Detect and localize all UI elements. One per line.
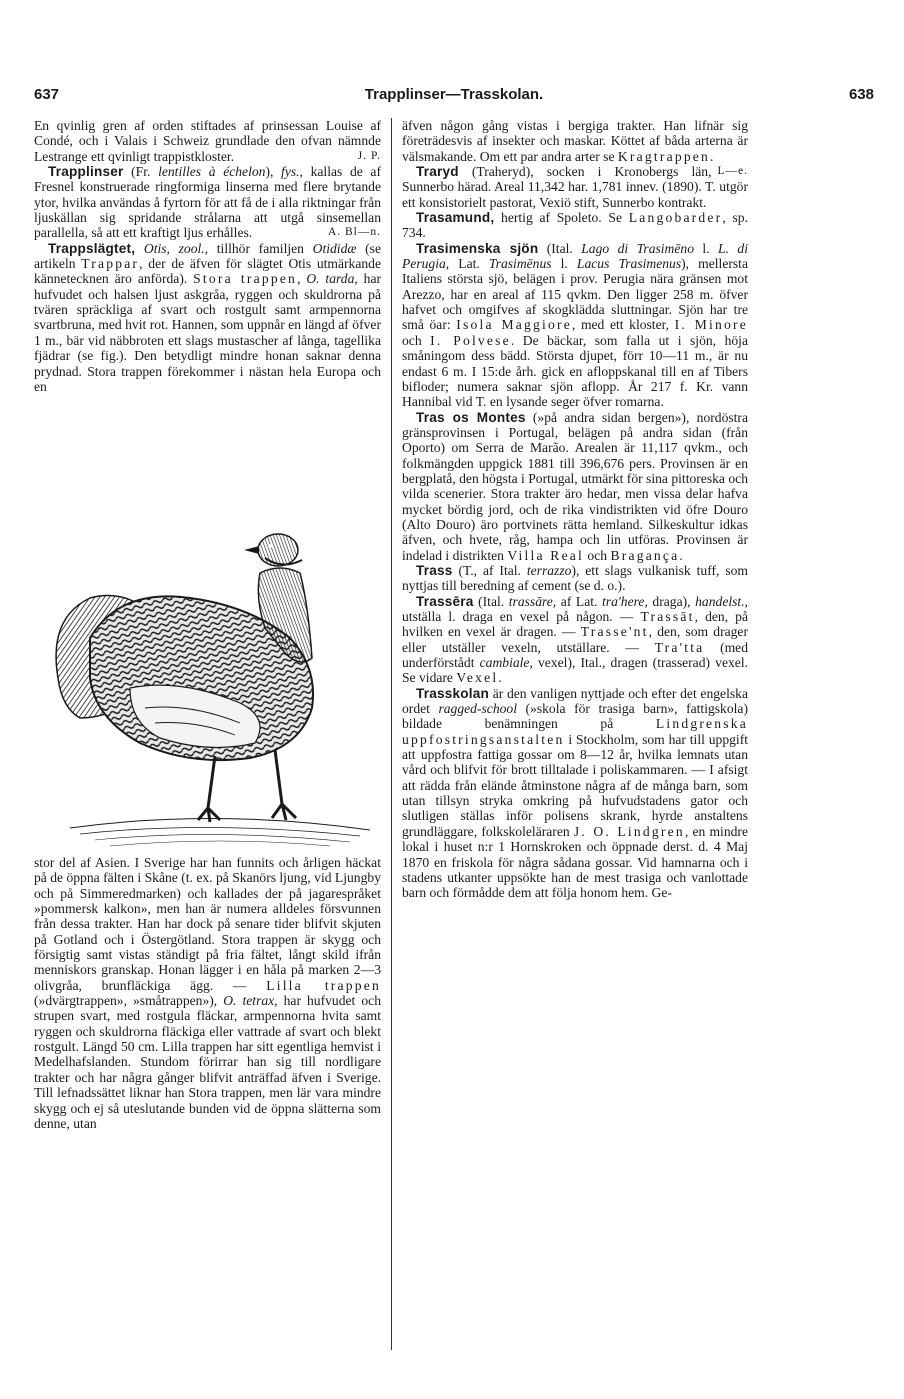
entry-text [135,241,144,256]
entry-italic: handelst. [695,593,745,609]
cross-reference: Trappar [81,256,140,272]
spaced-term: I. Minore [674,317,748,333]
entry-italic: tra'here, [602,593,648,609]
entry-text: af Lat. [556,593,603,609]
cross-reference: Langobarder [628,210,723,226]
entry-italic: Lago di Trasimēno [581,240,694,256]
entry-text: , den, som drager eller utställer vexeln, utställare. — [402,624,748,655]
entry-italic: Otis, zool. [143,240,205,256]
page-header [34,86,874,108]
entry-text: , kallas de af Fresnel konstruerade ringformiga linserna med flere brytande ytor, hvilka användas å fyrtorn för att få de i alla riktningar från ljuskällan sig spridande strålarna att utgå sinsemellan parallella, så att ett kraftigt ljus erhålles. [34,164,381,241]
entry-italic: L. di Perugia [402,240,748,272]
entry-italic: O. tarda [306,271,355,287]
entry-italic: fys. [281,164,300,180]
headword: Trappslägtet, [48,240,136,256]
bird-head [258,534,298,566]
entry-italic: Trasimēnus [488,256,552,272]
entry-text: (T., af Ital. [452,562,527,578]
entry-italic: trassāre, [508,593,557,609]
headword: Trasamund, [416,210,495,226]
entry-trasimenska-sjon [402,241,748,410]
running-title: Trapplinser—Trasskolan. [364,86,544,103]
entry-italic: lentilles à échelon [158,164,266,180]
entry-text: hertig af Spoleto. Se [494,210,629,226]
spaced-term: I. Polvese [430,332,511,348]
entry-text: äfven någon gång vistas i bergiga trakter. Han lifnär sig företrädesvis af insekter och maskar. Köttet af båda arterna är välsmakande. Om ett par andra arter se [402,118,748,164]
entry-text: l. [551,256,577,272]
entry-text: . [498,670,502,686]
entry-italic: ragged-school [438,701,517,717]
entry-text: (Traheryd), socken i Kronobergs län, Sunnerbo härad. Areal 11,342 har. 1,781 innev. (1890). T. utgör ett konsistorielt pastorat, Vexiö stift, Sunnerbo kontrakt. [402,164,748,210]
entry-text: (Ital. [473,593,509,609]
spaced-term: Stora trappen [193,271,298,287]
entry-trasamund [402,210,748,241]
entry-text: , utställa l. draga en vexel på någon. — [402,593,748,624]
entry-text: . [679,547,683,563]
spaced-term: Trassāt [640,609,695,624]
entry-text: ), mellersta Italiens största sjö, belägen i prov. Perugia nära gränsen mot Arezzo, har en areal af 115 qvkm. Den ligger 258 m. öfver hafvet och omgifves af skogklädda sluttningar. Sjön har tre små öar: [402,256,748,333]
entry-text: och [402,332,431,348]
author-signature: J. P. [357,149,381,162]
entry-text: (med underförstådt [402,639,748,671]
entry-text: (»på andra sidan bergen»), nordöstra gränsprovinsen i Portugal, belägen på andra sidan (från Oporto) om Serra de Marão. Arealen är 11,117 qvkm., och folkmängden uppgick 1881 till 396,676 pers. Provinsen är en bergplatå, den högsta i Portugal, utmärkt för sina pittoreska och vilda scenerier. Stora trakter äro hedar, men vissa delar hafva mycket bördig jord, och de rika vindistrikten vid öfre Douro (Alto Douro) äro portvinets rätta hemland. Silkeskultur idkas äfven, och hvete, råg, hampa och lin utföras. Provinsen är indelad i distrikten [402,409,748,563]
entry-text: (Fr. [123,164,159,180]
entry-tras-os-montes [402,410,748,563]
spaced-term: Bragança [610,547,680,563]
entry-text: l. [694,240,719,256]
entry-text: , der de äfven för slägtet Otis utmärkande kännetecknen äro anförda). [34,256,381,287]
page-number-right: 638 [848,86,874,103]
entry-italic: terrazzo [526,562,572,578]
spaced-term: Lindgrenska uppfostringsanstalten [402,716,748,747]
right-column [402,118,748,901]
spaced-term: Villa Real [507,547,585,563]
entry-italic: Otididæ [312,240,357,256]
bird-eye [268,544,272,548]
entry-text: , en mindre lokal i huset n:r 1 Hornskroken och öppnade derst. d. 4 Maj 1870 en friskola för några sådana gossar. Vid hamnarna och i stadens utkanter uppsökte han de mest trasiga och vanlottade barn och förmådde dem att följa honom hem. Ge- [402,823,748,901]
entry-text: , har hufvudet och halsen ljust askgråa, ryggen och skuldrorna på tvären spräckliga af svart och rostgult samt armpennorna svartbruna, med hvit rot. Hannen, som uppnår en längd af öfver 1 m., bär vid näbbroten ett slags mustascher af långa, tagellika fjädrar (se fig.). Den betydligt mindre honan saknar denna prydnad. Stora trappen förekommer i nästan hela Europa och en [34,271,381,394]
headword: Trass [416,562,453,578]
headword: Tras os Montes [416,409,526,425]
entry-text: . De bäckar, som falla ut i sjön, höja småningom dess bädd. Största djupet, förr 10—11 m., är nu endast 6 m. I 15:de årh. gick en afloppskanal till en af Tibers bifloder; numera saknar sjön aflopp. År 217 f. Kr. vann Hannibal vid T. en lysande seger öfver romarna. [402,332,748,410]
headword: Trasimenska sjön [416,240,539,256]
spaced-term: Tra'tta [654,639,705,655]
spaced-term: J. O. Lindgren [573,823,685,839]
entry-text: ), [265,164,282,180]
entry-text: (»skola för trasiga barn», fattigskola) bildade benämningen på [402,701,748,732]
entry-text: stor del af Asien. I Sverige har han funnits och årligen häckat på de öppna fälten i Skåne (t. ex. på Skanörs ljung, vid Ljungby och på Simmeredmarken) och kallades der på jagarespråket »pommersk kalkon», men han är numera alldeles försvunnen från dessa trakter. Han har dock på senare tider blifvit skjuten på Gotland och i Östergötland. Stora trappen är skygg och försigtig samt vistas ständigt på fria fältet, långt skild ifrån menniskors granskap. Honan lägger i en håla på marken 2—3 olivgråa, brunfläckiga ägg. — [34,855,381,993]
entry-text: , [297,271,307,287]
entry-text: , tillhör familjen [204,240,313,256]
entry-trappslagtet-cont [34,855,381,1131]
entry-text: , vexel), Ital., dragen (trasserad) vexel. Se vidare [402,655,749,686]
entry-text: , sp. 734. [402,210,748,241]
entry-traryd [402,164,748,210]
entry-trappslagtet [34,241,381,394]
entry-text: , den, på hvilken en vexel är dragen. — [402,609,749,640]
author-signature: A. Bl—n. [327,226,381,239]
entry-text: i Stockholm, som har till uppgift att uppfostra fattiga gossar om 8—12 år, hvilka lemnats utan vård och blifvit för brott tilltalade i poliskammaren. — I afsigt att rädda från elände åtminstone några af de många barn, som utan tillsyn stryka omkring på hufvudstadens gator och slutligen ställas inför polisens skrank, hyrde anstaltens grundläggare, folkskoleläraren [402,731,748,839]
headword: Trassēra [416,593,474,609]
headword: Trapplinser [48,164,124,180]
entry-text: har hufvudet och strupen svart, med rostgula fläckar, armpennorna hvita samt ryggen och skuldrorna fläckiga eller vattrade af svart och blekt rostgult. Längd 50 cm. Lilla trappen har sitt egentliga hemvist i Medelhafslanden. Stundom förirrar han sig till nordligare trakter och har några gånger blifvit anträffad äfven i Sverige. Till lefnadssättet liknar han Stora trappen, men lär vara mindre skygg och ej så uteslutande bunden vid de öppna slätterna som denne, utan [34,993,381,1131]
great-bustard-illustration [50,528,380,850]
column-divider [391,118,392,1350]
entry-text: är den vanligen nyttjade och efter det engelska ordet [402,685,748,717]
entry-text: (Ital. [538,240,582,256]
entry-text: ), ett slags vulkanisk tuff, som nyttjas till beredning af cement (se d. o.). [402,562,748,594]
bird-beak [244,546,259,554]
entry-trappistorden-end [34,118,381,164]
spaced-term: Trasse'nt [580,624,649,640]
entry-text: (se artikeln [34,240,381,272]
headword: Trasskolan [416,685,490,701]
entry-trassera [402,594,748,686]
entry-text: . [710,148,714,164]
page-number-left: 637 [34,86,60,103]
bird-leg-left [198,756,220,822]
entry-trass [402,563,748,594]
entry-text: (»dvärgtrappen», »småtrappen»), [34,993,224,1009]
cross-reference: Kragtrappen [617,148,711,164]
entry-italic: cambiale [479,655,530,671]
entry-trapplinser [34,164,381,241]
entry-italic: Lacus Trasimenus [576,256,682,272]
cross-reference: Vexel [456,670,499,686]
spaced-term: Lilla trappen [266,977,381,993]
left-column-bottom [34,855,381,1131]
entry-trasskolan [402,686,748,901]
entry-text: , med ett kloster, [571,317,675,333]
ground [70,818,370,846]
spaced-term: Isola Maggiore [456,317,572,333]
entry-text: draga), [647,593,696,609]
entry-text: En qvinlig gren af orden stiftades af prinsessan Louise af Condé, och i Valais i Schweiz grundlade den ofvan nämnde Lestrange ett qvinligt trappistkloster. [34,118,381,164]
left-column-top [34,118,381,394]
bird-leg-right [272,750,296,820]
entry-text: och [584,547,611,563]
headword: Traryd [416,164,459,180]
entry-text: , Lat. [445,256,489,272]
entry-italic: O. tetrax, [223,993,278,1009]
author-signature: L—e. [717,165,748,178]
